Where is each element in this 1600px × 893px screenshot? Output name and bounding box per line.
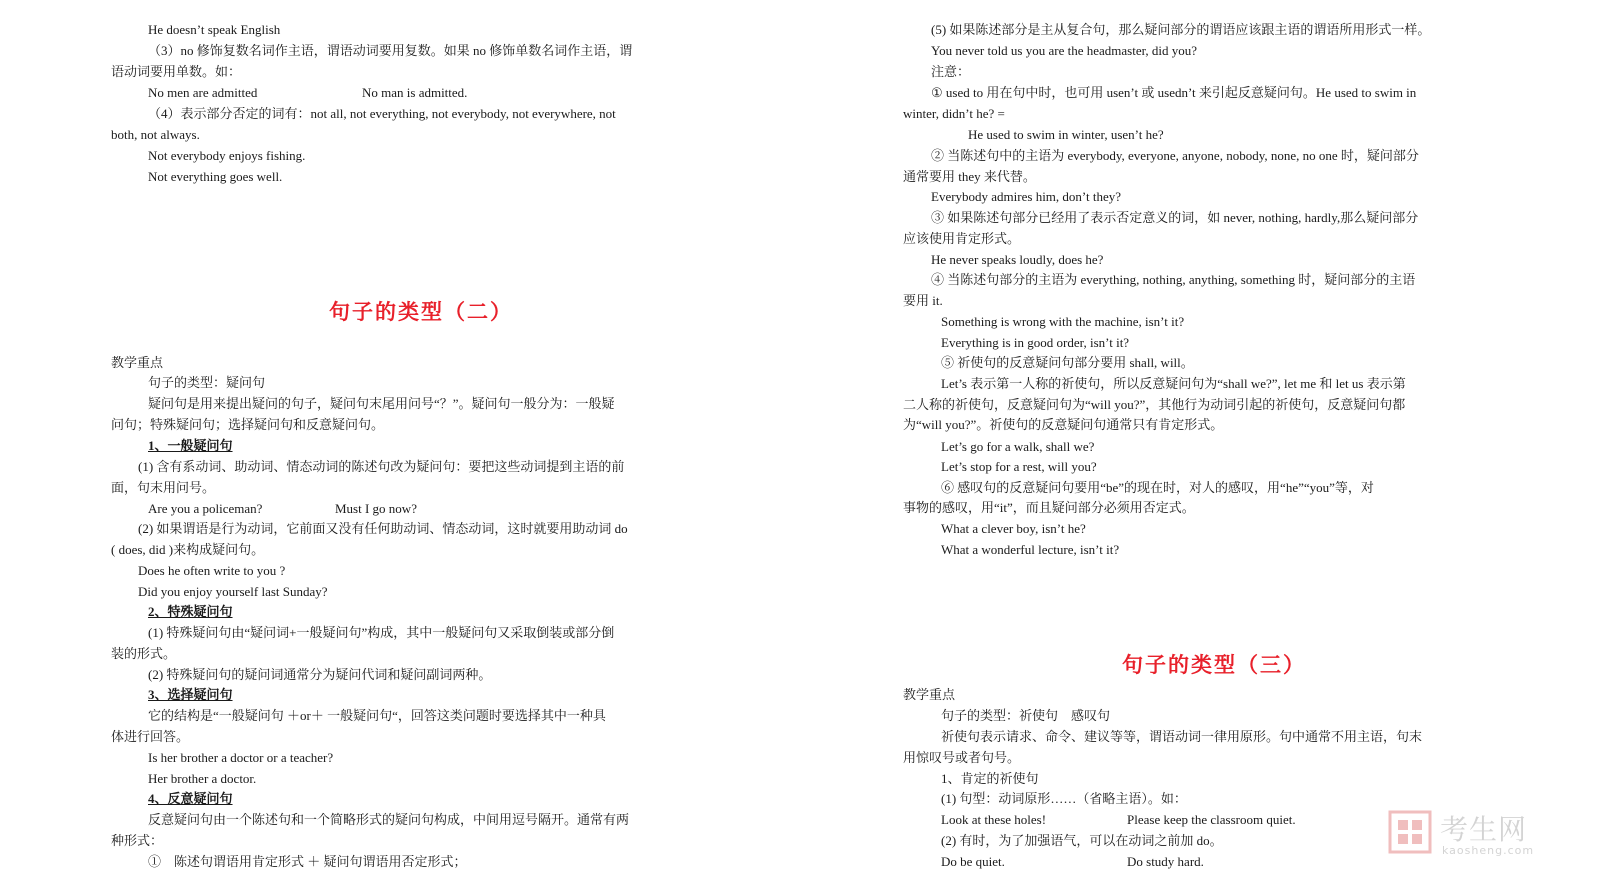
text-line: 二人称的祈使句，反意疑问句为“will you?”，其他行为动词引起的祈使句，反意疑问句都 [903,397,1406,412]
text-line: 1、肯定的祈使句 [941,771,1039,786]
text-line: ⑥ 感叹句的反意疑问句要用“be”的现在时，对人的感叹，用“he”“you”等，对 [941,480,1374,495]
text-line: Did you enjoy yourself last Sunday? [138,584,328,599]
text-line: (1) 句型：动词原形……（省略主语）。如： [941,791,1187,806]
text-line: 体进行回答。 [111,729,190,744]
text-line: 它的结构是“一般疑问句 ＋or＋ 一般疑问句“，回答这类问题时要选择其中一种具 [148,708,606,723]
text-line: No men are admitted [148,85,258,100]
text-line: 教学重点 [111,355,164,370]
text-line: （3）no 修饰复数名词作主语，谓语动词要用复数。如果 no 修饰单数名词作主语，谓 [148,43,633,58]
text-line: （4）表示部分否定的词有：not all, not everything, not everybody, not everywhere, not [148,106,616,121]
text-line: 种形式： [111,833,164,848]
text-line: ⑤ 祈使句的反意疑问句部分要用 shall, will。 [941,355,1194,370]
text-line: 事物的感叹，用“it”，而且疑问部分必须用否定式。 [903,500,1195,515]
text-line: (2) 如果谓语是行为动词，它前面又没有任何助动词、情态动词，这时就要用助动词 do [138,521,628,536]
text-line: 通常要用 they 来代替。 [903,169,1036,184]
text-line: Is her brother a doctor or a teacher? [148,750,334,765]
text-line: 要用 it. [903,293,943,308]
text-line: ② 当陈述句中的主语为 everybody, everyone, anyone, nobody, none, no one 时，疑问部分 [931,148,1419,163]
text-line: Something is wrong with the machine, isn’t it? [941,314,1185,329]
text-line: 反意疑问句由一个陈述句和一个简略形式的疑问句构成，中间用逗号隔开。通常有两 [148,812,630,827]
section-heading: 句子的类型（二） [329,300,513,324]
text-line: 句子的类型：祈使句 感叹句 [941,708,1111,723]
right-page [800,0,1600,893]
text-line: You never told us you are the headmaster, did you? [931,43,1198,58]
text-line: Do be quiet. [941,854,1005,869]
text-line: He never speaks loudly, does he? [931,252,1104,267]
text-line: ④ 当陈述句部分的主语为 everything, nothing, anything, something 时，疑问部分的主语 [931,272,1416,287]
text-line: Everybody admires him, don’t they? [931,189,1122,204]
text-line: Her brother a doctor. [148,771,257,786]
text-line: Let’s go for a walk, shall we? [941,439,1095,454]
text-line: 应该使用肯定形式。 [903,231,1021,246]
text-line: 句子的类型：疑问句 [148,375,266,390]
text-line: (2) 有时，为了加强语气，可以在动词之前加 do。 [941,833,1223,848]
text-line: Please keep the classroom quiet. [1127,812,1296,827]
text-line: (2) 特殊疑问句的疑问词通常分为疑问代词和疑问副词两种。 [148,667,492,682]
text-line: 教学重点 [903,687,956,702]
text-line: 注意： [931,64,971,79]
text-line: Must I go now? [335,501,417,516]
text-line: 为“will you?”。祈使句的反意疑问句通常只有肯定形式。 [903,417,1224,432]
text-line: Everything is in good order, isn’t it? [941,335,1130,350]
section-heading: 句子的类型（三） [1122,653,1306,677]
text-line: 祈使句表示请求、命令、建议等等，谓语动词一律用原形。句中通常不用主语，句末 [941,729,1423,744]
text-line: Do study hard. [1127,854,1204,869]
watermark [1388,808,1548,860]
text-line: Not everybody enjoys fishing. [148,148,306,163]
text-line: He used to swim in winter, usen’t he? [968,127,1164,142]
text-line: 问句；特殊疑问句；选择疑问句和反意疑问句。 [111,417,385,432]
text-line: winter, didn’t he? = [903,106,1005,121]
text-line: Look at these holes! [941,812,1047,827]
subheading: 1、一般疑问句 [148,438,233,453]
text-line: ① 陈述句谓语用肯定形式 ＋ 疑问句谓语用否定形式； [148,854,467,869]
text-line: What a clever boy, isn’t he? [941,521,1086,536]
watermark-url: kaosheng.com [1442,844,1535,857]
watermark-text: 考生网 [1440,813,1528,846]
text-line: Does he often write to you ? [138,563,286,578]
subheading: 3、选择疑问句 [148,687,233,702]
text-line: He doesn’t speak English [148,22,281,37]
text-line: ③ 如果陈述句部分已经用了表示否定意义的词，如 never, nothing, hardly,那么疑问部分 [931,210,1419,225]
text-line: 装的形式。 [111,646,177,661]
text-line: Not everything goes well. [148,169,283,184]
text-line: (1) 含有系动词、助动词、情态动词的陈述句改为疑问句：要把这些动词提到主语的前 [138,459,625,474]
text-line: Are you a policeman? [148,501,263,516]
text-line: 面，句末用问号。 [111,480,216,495]
text-line: ① used to 用在句中时，也可用 usen’t 或 usedn’t 来引起反意疑问句。He used to swim in [931,85,1417,100]
text-line: (5) 如果陈述部分是主从复合句，那么疑问部分的谓语应该跟主语的谓语所用形式一样。 [931,22,1431,37]
text-line: What a wonderful lecture, isn’t it? [941,542,1120,557]
text-line: 疑问句是用来提出疑问的句子，疑问句末尾用问号“？”。疑问句一般分为：一般疑 [148,396,615,411]
text-line: Let’s stop for a rest, will you? [941,459,1097,474]
text-line: 用惊叹号或者句号。 [903,750,1021,765]
text-line: No man is admitted. [362,85,468,100]
text-line: ( does, did )来构成疑问句。 [111,542,265,557]
text-line: 语动词要用单数。如： [111,64,242,79]
subheading: 4、反意疑问句 [148,791,233,806]
text-line: (1) 特殊疑问句由“疑问词+一般疑问句”构成，其中一般疑问句又采取倒装或部分倒 [148,625,615,640]
subheading: 2、特殊疑问句 [148,604,233,619]
text-line: both, not always. [111,127,200,142]
kaosheng-logo-icon [1388,810,1432,859]
text-line: Let’s 表示第一人称的祈使句，所以反意疑问句为“shall we?”, let me 和 let us 表示第 [941,376,1406,391]
